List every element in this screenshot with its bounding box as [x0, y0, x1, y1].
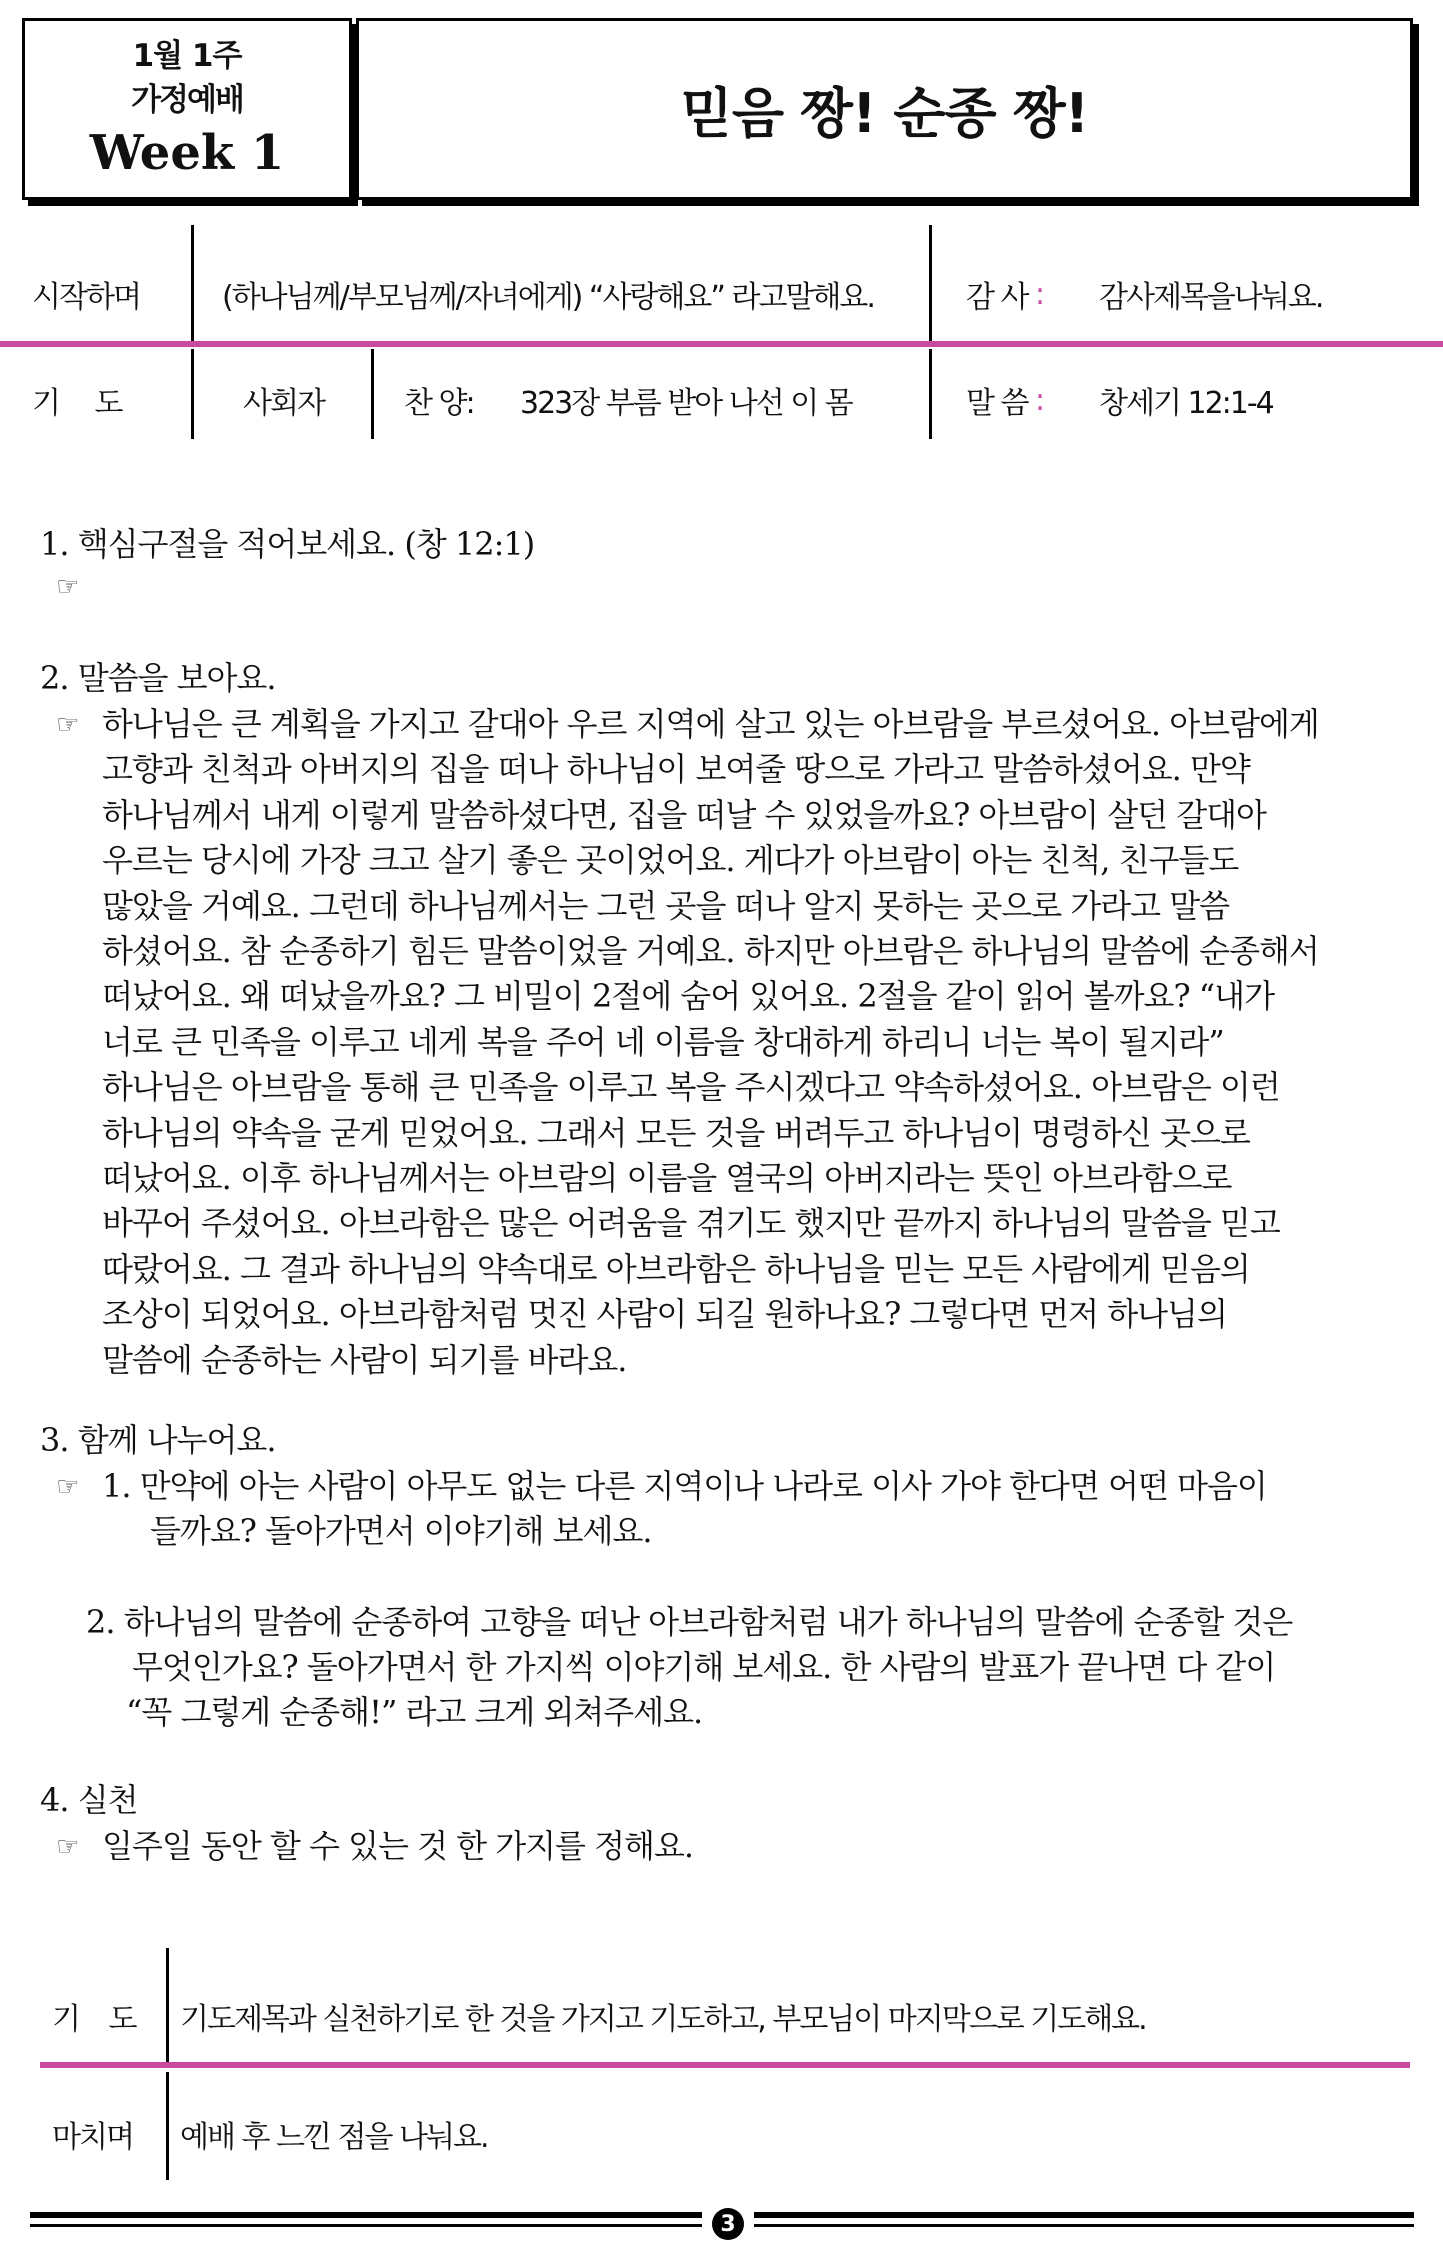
table-divider [371, 349, 374, 439]
thanks-colon: : [1035, 276, 1044, 312]
closing-divider [166, 2072, 169, 2180]
word-label: 말 씀 [966, 386, 1028, 421]
scripture-paragraph [102, 702, 1319, 1383]
footer-rule-right [754, 2212, 1414, 2218]
paragraph-line: 너로 큰 민족을 이루고 네게 복을 주어 네 이름을 창대하게 하리니 너는 복이 될지라” [102, 1022, 1224, 1061]
share-item-1-line-1: 1. 만약에 아는 사람이 아무도 없는 다른 지역이나 나라로 이사 가야 한다면 어떤 마음이 [102, 1467, 1267, 1505]
paragraph-line: 하나님은 큰 계획을 가지고 갈대아 우르 지역에 살고 있는 아브람을 부르셨어요. 아브람에게 [102, 705, 1319, 743]
paragraph-line: 우르는 당시에 가장 크고 살기 좋은 곳이었어요. 게다가 아브람이 아는 친척, 친구들도 [102, 841, 1239, 880]
footer-rule-right-thin [754, 2224, 1414, 2227]
closing-end-text: 예배 후 느낀 점을 나눠요. [180, 2120, 488, 2155]
opening-text: (하나님께/부모님께/자녀에게) “사랑해요” 라고말해요. [222, 280, 874, 315]
opening-label: 시작하며 [32, 280, 140, 315]
paragraph-line: 떠났어요. 왜 떠났을까요? 그 비밀이 2절에 숨어 있어요. 2절을 같이 읽어 볼까요? “내가 [102, 977, 1274, 1016]
section-2-title: 2. 말씀을 보아요. [40, 659, 276, 697]
paragraph-line: 고향과 친척과 아버지의 집을 떠나 하나님이 보여줄 땅으로 가라고 말씀하셨어요. 만약 [102, 750, 1250, 789]
paragraph-line: 하나님의 약속을 굳게 믿었어요. 그래서 모든 것을 버려두고 하나님이 명령하신 곳으로 [102, 1113, 1250, 1152]
section-4-title: 4. 실천 [40, 1781, 138, 1819]
week-info-box [22, 18, 352, 200]
page-number: 3 [712, 2208, 744, 2240]
thanks-label: 감 사 [966, 280, 1028, 315]
word-label-group [966, 374, 1043, 426]
pointer-icon: ☞ [56, 1472, 80, 1502]
week-label: 1월 1주 [132, 38, 242, 74]
worship-type: 가정예배 [131, 82, 243, 118]
pointer-icon: ☞ [56, 710, 80, 740]
practice-text: 일주일 동안 할 수 있는 것 한 가지를 정해요. [102, 1827, 694, 1865]
paragraph-line: 하나님께서 내게 이렇게 말씀하셨다면, 집을 떠날 수 있었을까요? 아브람이 살던 갈대아 [102, 795, 1266, 834]
section-1-title: 1. 핵심구절을 적어보세요. (창 12:1) [40, 525, 535, 563]
closing-pink-divider [40, 2062, 1410, 2068]
share-item-2-line-3: “꼭 그렇게 순종해!” 라고 크게 외쳐주세요. [126, 1693, 703, 1731]
pointer-icon: ☞ [56, 1832, 80, 1862]
paragraph-line: 조상이 되었어요. 아브라함처럼 멋진 사람이 되길 원하나요? 그렇다면 먼저 하나님의 [102, 1295, 1227, 1334]
leader-label: 사회자 [243, 386, 324, 421]
table-divider [191, 349, 194, 439]
closing-prayer-text: 기도제목과 실천하기로 한 것을 가지고 기도하고, 부모님이 마지막으로 기도해요. [180, 2002, 1146, 2037]
closing-end-label: 마치며 [52, 2120, 133, 2155]
paragraph-line: 떠났어요. 이후 하나님께서는 아브람의 이름을 열국의 아버지라는 뜻인 아브라함으로 [102, 1159, 1232, 1198]
table-divider [929, 225, 932, 343]
page-title: 믿음 짱! 순종 짱! [680, 81, 1089, 145]
pink-divider [0, 341, 1443, 347]
table-divider [929, 349, 932, 439]
share-item-1-line-2: 들까요? 돌아가면서 이야기해 보세요. [150, 1512, 652, 1550]
table-divider [191, 225, 194, 343]
word-colon: : [1035, 382, 1044, 418]
footer-rule-left [30, 2212, 702, 2218]
hymn-label: 찬 양: [404, 386, 474, 421]
share-item-2-line-1: 2. 하나님의 말씀에 순종하여 고향을 떠난 아브라함처럼 내가 하나님의 말씀에 순종할 것은 [86, 1603, 1293, 1641]
title-box [356, 18, 1413, 200]
week-number: Week 1 [89, 125, 285, 181]
paragraph-line: 하나님은 아브람을 통해 큰 민족을 이루고 복을 주시겠다고 약속하셨어요. 아브람은 이런 [102, 1068, 1280, 1107]
closing-divider [166, 1948, 169, 2062]
thanks-text: 감사제목을나눠요. [1099, 280, 1323, 315]
paragraph-line: 바꾸어 주셨어요. 아브라함은 많은 어려움을 겪기도 했지만 끝까지 하나님의 말씀을 믿고 [102, 1204, 1280, 1243]
prayer-label: 기 도 [32, 386, 122, 421]
paragraph-line: 말씀에 순종하는 사람이 되기를 바라요. [102, 1340, 627, 1379]
paragraph-line: 많았을 거예요. 그런데 하나님께서는 그런 곳을 떠나 알지 못하는 곳으로 가라고 말씀 [102, 886, 1230, 925]
hymn-text: 323장 부름 받아 나선 이 몸 [520, 386, 852, 421]
section-3-title: 3. 함께 나누어요. [40, 1421, 276, 1459]
closing-prayer-label: 기 도 [52, 2002, 136, 2037]
paragraph-line: 따랐어요. 그 결과 하나님의 약속대로 아브라함은 하나님을 믿는 모든 사람에게 믿음의 [102, 1249, 1250, 1288]
footer-rule-left-thin [30, 2224, 702, 2227]
thanks-label-group [966, 268, 1043, 320]
pointer-icon: ☞ [56, 572, 80, 602]
word-text: 창세기 12:1-4 [1099, 386, 1273, 421]
share-item-2-line-2: 무엇인가요? 돌아가면서 한 가지씩 이야기해 보세요. 한 사람의 발표가 끝나면 다 같이 [132, 1648, 1276, 1686]
paragraph-line: 하셨어요. 참 순종하기 힘든 말씀이었을 거예요. 하지만 아브람은 하나님의 말씀에 순종해서 [102, 932, 1319, 971]
